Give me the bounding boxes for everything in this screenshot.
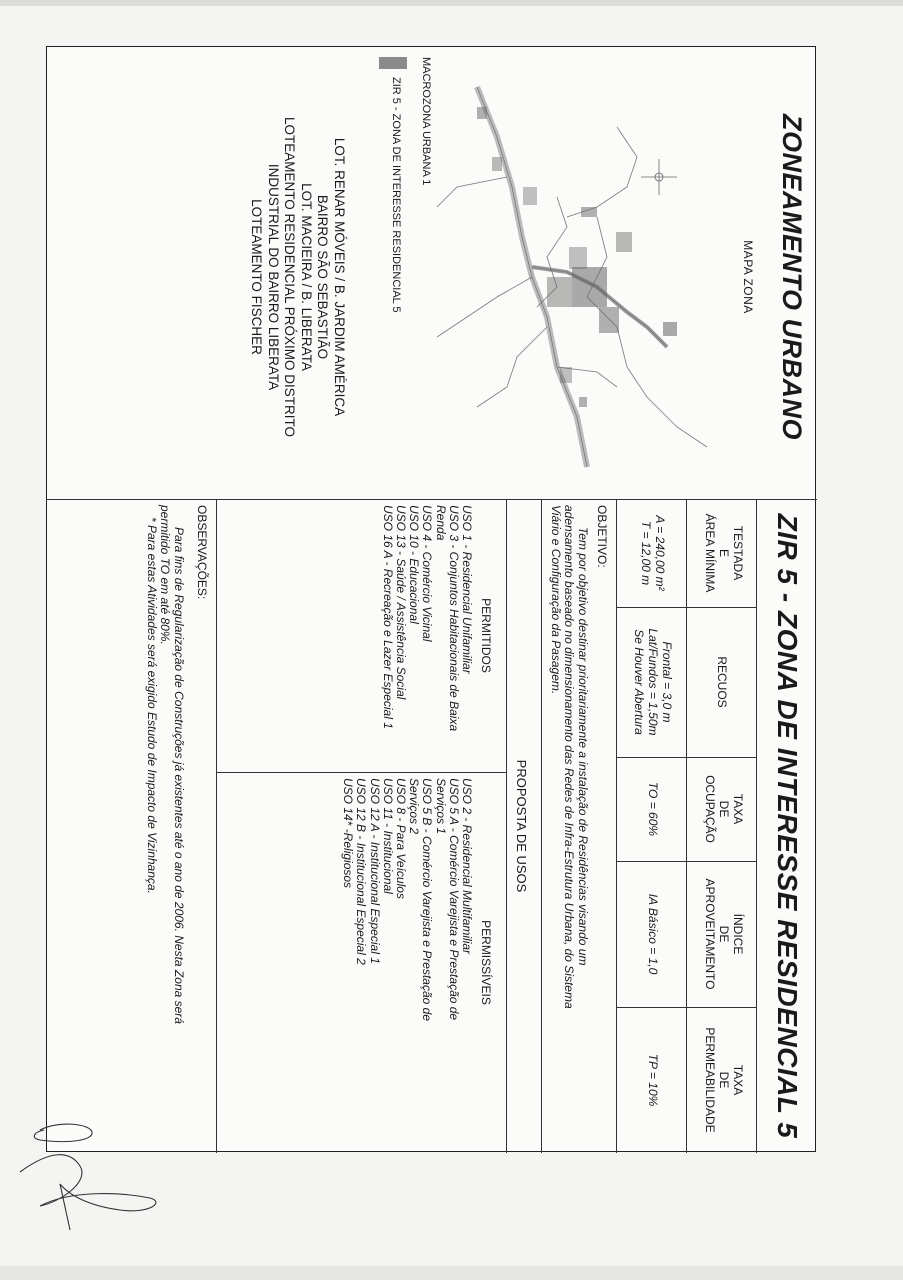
use-item: USO 1 - Residencial Unifamiliar	[460, 505, 474, 674]
use-item: USO 11 - Institucional	[380, 778, 395, 894]
permissible-uses-list	[341, 778, 473, 1150]
rotated-sheet-content	[47, 47, 817, 1153]
divider	[217, 772, 507, 773]
divider	[506, 499, 507, 1153]
param-header-permeabilidade: TAXA DE PERMEABILIDADE	[703, 1027, 745, 1133]
location-item: BAIRRO SÃO SEBASTIÃO	[315, 194, 331, 360]
use-item: USO 5 B - Comércio Varejista e Prestação de	[420, 778, 435, 1021]
zone-title: ZIR 5 - ZONA DE INTERESSE RESIDENCIAL 5	[772, 513, 803, 1139]
location-item: INDUSTRIAL DO BAIRRO LIBERATA	[266, 163, 281, 391]
divider	[756, 499, 757, 1153]
zoning-sheet	[46, 46, 816, 1152]
param-header-taxa-ocupacao: TAXA DE OCUPAÇÃO	[703, 775, 745, 843]
divider	[686, 499, 687, 1153]
use-item: USO 3 - Conjuntos Habitacionais de Baixa	[446, 505, 461, 732]
param-value-area: A = 240,00 m² T = 12,00 m	[639, 515, 667, 591]
permitted-uses-list	[381, 505, 473, 767]
use-item: Renda	[433, 505, 448, 541]
permitted-title: PERMITIDOS	[479, 598, 493, 673]
observations-label: OBSERVAÇÕES:	[195, 505, 209, 600]
use-item: USO 8 - Para Veículos	[393, 778, 408, 899]
signature-mark	[0, 1110, 180, 1240]
use-item: USO 13 - Saúde / Assistência Social	[393, 505, 408, 700]
panel-divider	[47, 499, 817, 500]
objective-text: Tem por objetivo destinar prioritariamente a instalação de Residências visando um adensamento baseado no dimensionamento das Redes de Infra-Estrutura Urbana, do Sistema Viário e Configuração da Pasagem.	[549, 505, 590, 1009]
divider	[616, 499, 617, 1153]
location-item: LOT. MACIEIRA / B. LIBERATA	[299, 183, 314, 371]
use-item: USO 12 A - Institucional Especial 1	[367, 778, 382, 964]
use-item: USO 12 B - Institucional Especial 2	[354, 778, 369, 965]
param-header-recuos: RECUOS	[715, 656, 729, 708]
zone-swatch	[379, 57, 407, 69]
use-item: USO 10 - Educacional	[407, 505, 422, 624]
uses-title: PROPOSTA DE USOS	[514, 759, 529, 893]
scan-bottom-edge	[0, 1266, 903, 1280]
location-item: LOTEAMENTO FISCHER	[249, 199, 265, 355]
param-header-testada: TESTADA E ÁREA MÍNIMA	[703, 513, 745, 593]
use-item: USO 14* -Religiosos	[341, 778, 356, 889]
param-header-indice: ÍNDICE DE APROVEITAMENTO	[703, 878, 745, 990]
use-item: USO 16 A - Recreação e Lazer Especial 1	[380, 505, 395, 729]
divider	[216, 499, 217, 1153]
left-panel-title: ZONEAMENTO URBANO	[777, 113, 807, 440]
use-item: Serviços 1	[433, 778, 448, 835]
param-value-tp: TP = 10%	[646, 1053, 660, 1107]
param-value-recuos: Frontal = 3,0 m Lat/Fundos = 1,50m Se Houver Abertura	[632, 628, 674, 736]
scan-top-edge	[0, 0, 903, 6]
use-item: Serviços 2	[407, 778, 422, 835]
permissible-title: PERMISSÍVEIS	[479, 920, 493, 1005]
macrozone-label: MACROZONA URBANA 1	[420, 57, 432, 186]
zone-map	[407, 67, 737, 487]
objective-label: OBJETIVO:	[595, 505, 609, 568]
map-subtitle: MAPA ZONA	[741, 240, 755, 314]
use-item: USO 5 A - Comércio Varejista e Prestação de	[446, 778, 461, 1021]
divider	[541, 499, 542, 1153]
param-value-to: TO = 60%	[646, 781, 660, 837]
observations-text: Para fins de Regularização de Construções já existentes até o ano de 2006. Nesta Zona será permitido TO em até 80%. * Para estas Atividades será exigido Estudo de Impacto de Vizinhança.	[145, 505, 186, 1024]
locations-list	[248, 87, 347, 467]
use-item: USO 4 - Comércio Vicinal	[420, 505, 435, 642]
north-arrow-icon	[641, 159, 677, 195]
param-value-ia: IA Básico = 1,0	[646, 893, 660, 975]
location-item: LOTEAMENTO RESIDENCIAL PRÓXIMO DISTRITO	[282, 116, 298, 438]
use-item: USO 2 - Residencial Multifamiliar	[460, 778, 474, 955]
zone-legend-label: ZIR 5 - ZONA DE INTERESSE RESIDENCIAL 5	[390, 77, 402, 313]
location-item: LOT. RENAR MÓVEIS / B. JARDIM AMÉRICA	[332, 137, 347, 417]
